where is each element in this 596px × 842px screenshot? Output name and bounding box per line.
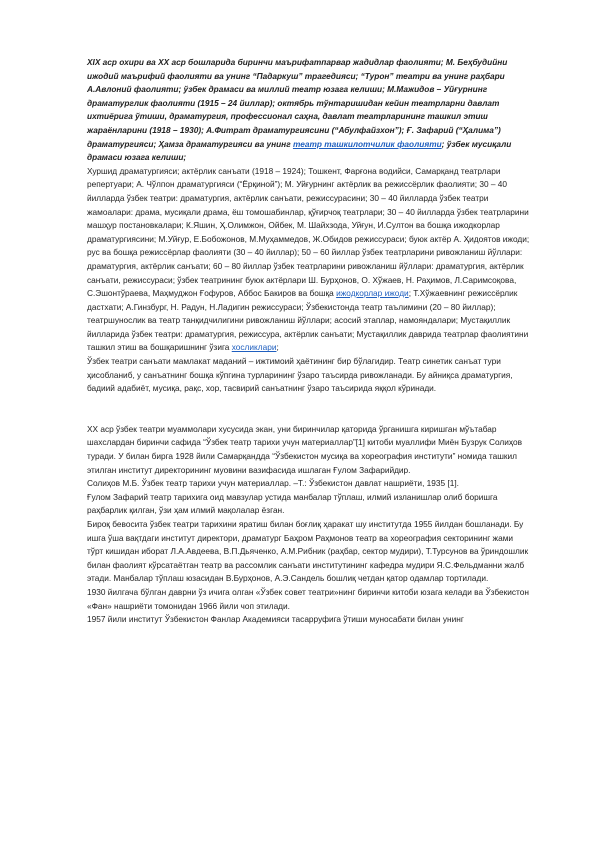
topics-paragraph-3: Ўзбек театри санъати мамлакат маданий – ижтимоий ҳаётининг бир бўлагидир. Театр синетик санъат тури ҳисобланиб, у санъатнинг бошқа кўпгина турларининг ўзаро таъсирда ривожланади. Бу айниқса драматургия, бадиий адабиёт, мусиқа, рақс, хор, тасвирий санъатнинг ўзаро таъсирида яққол кўринади. [87, 356, 513, 394]
topics-heading-text-a: XIX аср охири ва XX аср бошларида биринчи маърифатпарвар жадидлар фаолияти; М. Беҳбудийни ижодий маърифий фаолияти ва унинг “Падаркуш” трагедияси; “Турон” театри ва унинг раҳбари А.Авлоний фаолияти; ўзбек драмаси ва миллий театр юзага келиши; М.Мажидов – Уйғурнинг драматурглик фаолияти (1915 – 24 йиллар); октябрь тўнтаришидан кейин театрларни давлат ихтиёрига ўтиши, драматургия, профессионал саҳна, давлат театрларининг ташкил этиш жараёнларини (1918 – 1930); А.Фитрат драматургиясини (“Абулфайзхон”); Ғ. Зафарий (“Ҳалима”) драматургияси; Ҳамза драматургияси ва унинг [87, 57, 508, 149]
topics-paragraph-2-text-b: ; Т.Хўжаевнинг режиссёрлик дастхати; А.Гинзбург, Н. Радун, Н.Ладигин режиссураси; Ўзбекистонда театр таълимини (20 – 80 йиллар); театршунослик ва театр танқидчилигини ривожланиш йўллари; асосий этаплар, намояндалари; Мустақиллик йилларида ўзбек театри: драматургия, режиссура, актёрлик санъати; Мустақиллик даврида театрлар фаолиятини ташкил этиш ва бошқаришнинг ўзига [87, 288, 529, 353]
body-paragraph-4: Бироқ бевосита ўзбек театри тарихини яратиш билан боғлиқ ҳаракат шу институтда 1955 йилдан бошланади. Бу ишга ўша вақтдаги институт директори, драматург Баҳром Раҳмонов театр ва хореография секторининг жами тўрт кишидан иборат Л.А.Авдеева, В.П.Дьяченко, А.М.Рибник (раҳбар, сектор мудири), Т.Турсунов ва ўриндошлик билан фаолият кўрсатаётган театр ва рассомлик санъати институтининг кафедра мудири Я.С.Фельдманни жалб этади. Манбалар тўплаш юзасидан В.Бурҳонов, А.Э.Сандель бошлиқ четдан қатор одамлар тортилади. [87, 519, 529, 584]
body-paragraph-3: Ғулом Зафарий театр тарихига оид мавзулар устида манбалар тўплаш, илмий изланишлар олиб боришга раҳбарлик қилган, ўзи ҳам илмий мақолалар ёзган. [87, 491, 498, 516]
body-paragraph-5: 1930 йилгача бўлган даврни ўз ичига олган «Ўзбек совет театри»нинг биринчи китоби юзага келади ва Ўзбекистон «Фан» нашриёти томонидан 1966 йили чоп этилади. [87, 586, 529, 611]
topics-paragraph-2-text-c: ; [276, 342, 279, 353]
topics-heading-text-b: ; ўзбек мусиқали драмаси юзага келиши; [87, 138, 512, 163]
topics-paragraph-1: Хуршид драматургияси; актёрлик санъати (1918 – 1924); Тошкент, Фарғона водийси, Самарқанд театрлари репертуари; А. Чўлпон драматургияси (“Ёрқиной”); М. Уйғурнинг актёрлик ва режиссёрлик фаолияти; 30 – 40 йилларда ўзбек театри: драматургия, актёрлик санъати, режиссурасини; 30 – 40 йилларда ўзбек театри жамоалари: драма, мусиқали драма, ёш томошабинлар, қўғирчоқ театрлари; 30 – 40 йилларда ўзбек театрларини машҳур постановкалари; К.Яшин, Ҳ.Олимжон, Ойбек, М. Шайхзода, Уйғун, И.Султон ва бошқа ижодкорлар драматургиясини; М.Уйғур, Е.Бобожонов, М.Муҳаммедов, Ж.Обидов режиссураси; буюк актёр А. Ҳидоятов ижоди; рус ва бошқа режиссёрлар фаолияти (30 – 40 йиллар); 50 – 60 йиллар ўзбек театрларини ривожланиш йўллари: [87, 165, 530, 258]
topics-heading [87, 56, 530, 165]
bottom-section [87, 423, 530, 627]
body-paragraph-2: Солиҳов М.Б. Ўзбек театр тарихи учун материаллар. –Т.: Ўзбекистон давлат нашриёти, 1935 [1]. [87, 478, 459, 489]
body-paragraph-6: 1957 йили институт Ўзбекистон Фанлар Академияси тасарруфига ўтиши муносабати билан унинг [87, 614, 464, 625]
specifics-link[interactable]: хосликлари [231, 342, 277, 353]
section-gap [87, 396, 530, 423]
top-section [87, 56, 530, 396]
body-paragraph-1: ХХ аср ўзбек театри муаммолари хусусида экан, уни биринчилар қаторида ўрганишга киришган мўътабар шахслардан биринчи сафида “Ўзбек театр тарихи учун материаллар”[1] китоби муаллифи Миён Бузрук Солиҳов туради. У билан бирга 1928 йили Самарқандда “Ўзбекистон мусиқа ва хореография институти” номида ташкил этилган институт директорининг муовини вазифасида ишлаган Ғулом Зафарийдир. [87, 423, 523, 475]
creators-work-link[interactable]: ижодкорлар ижоди [336, 288, 409, 299]
topics-paragraph-2-text-a: драматургия, актёрлик санъати; 60 – 80 йиллар ўзбек театрларини ривожланиш йўллари: драматургия, актёрлик санъати, режиссураси; ўзбек театрининг буюк актёрлари Ш. Бурҳонов, О. Хўжаев, Н. Раҳимов, Л.Саримсоқова, С.Эшонтўраева, Маҳмуджон Ғофуров, Аббос Бакиров ва бошқа [87, 260, 524, 299]
theatre-organization-link[interactable]: театр ташкилотчилик фаолияти [292, 138, 442, 149]
topics-paragraph-2 [87, 260, 530, 355]
